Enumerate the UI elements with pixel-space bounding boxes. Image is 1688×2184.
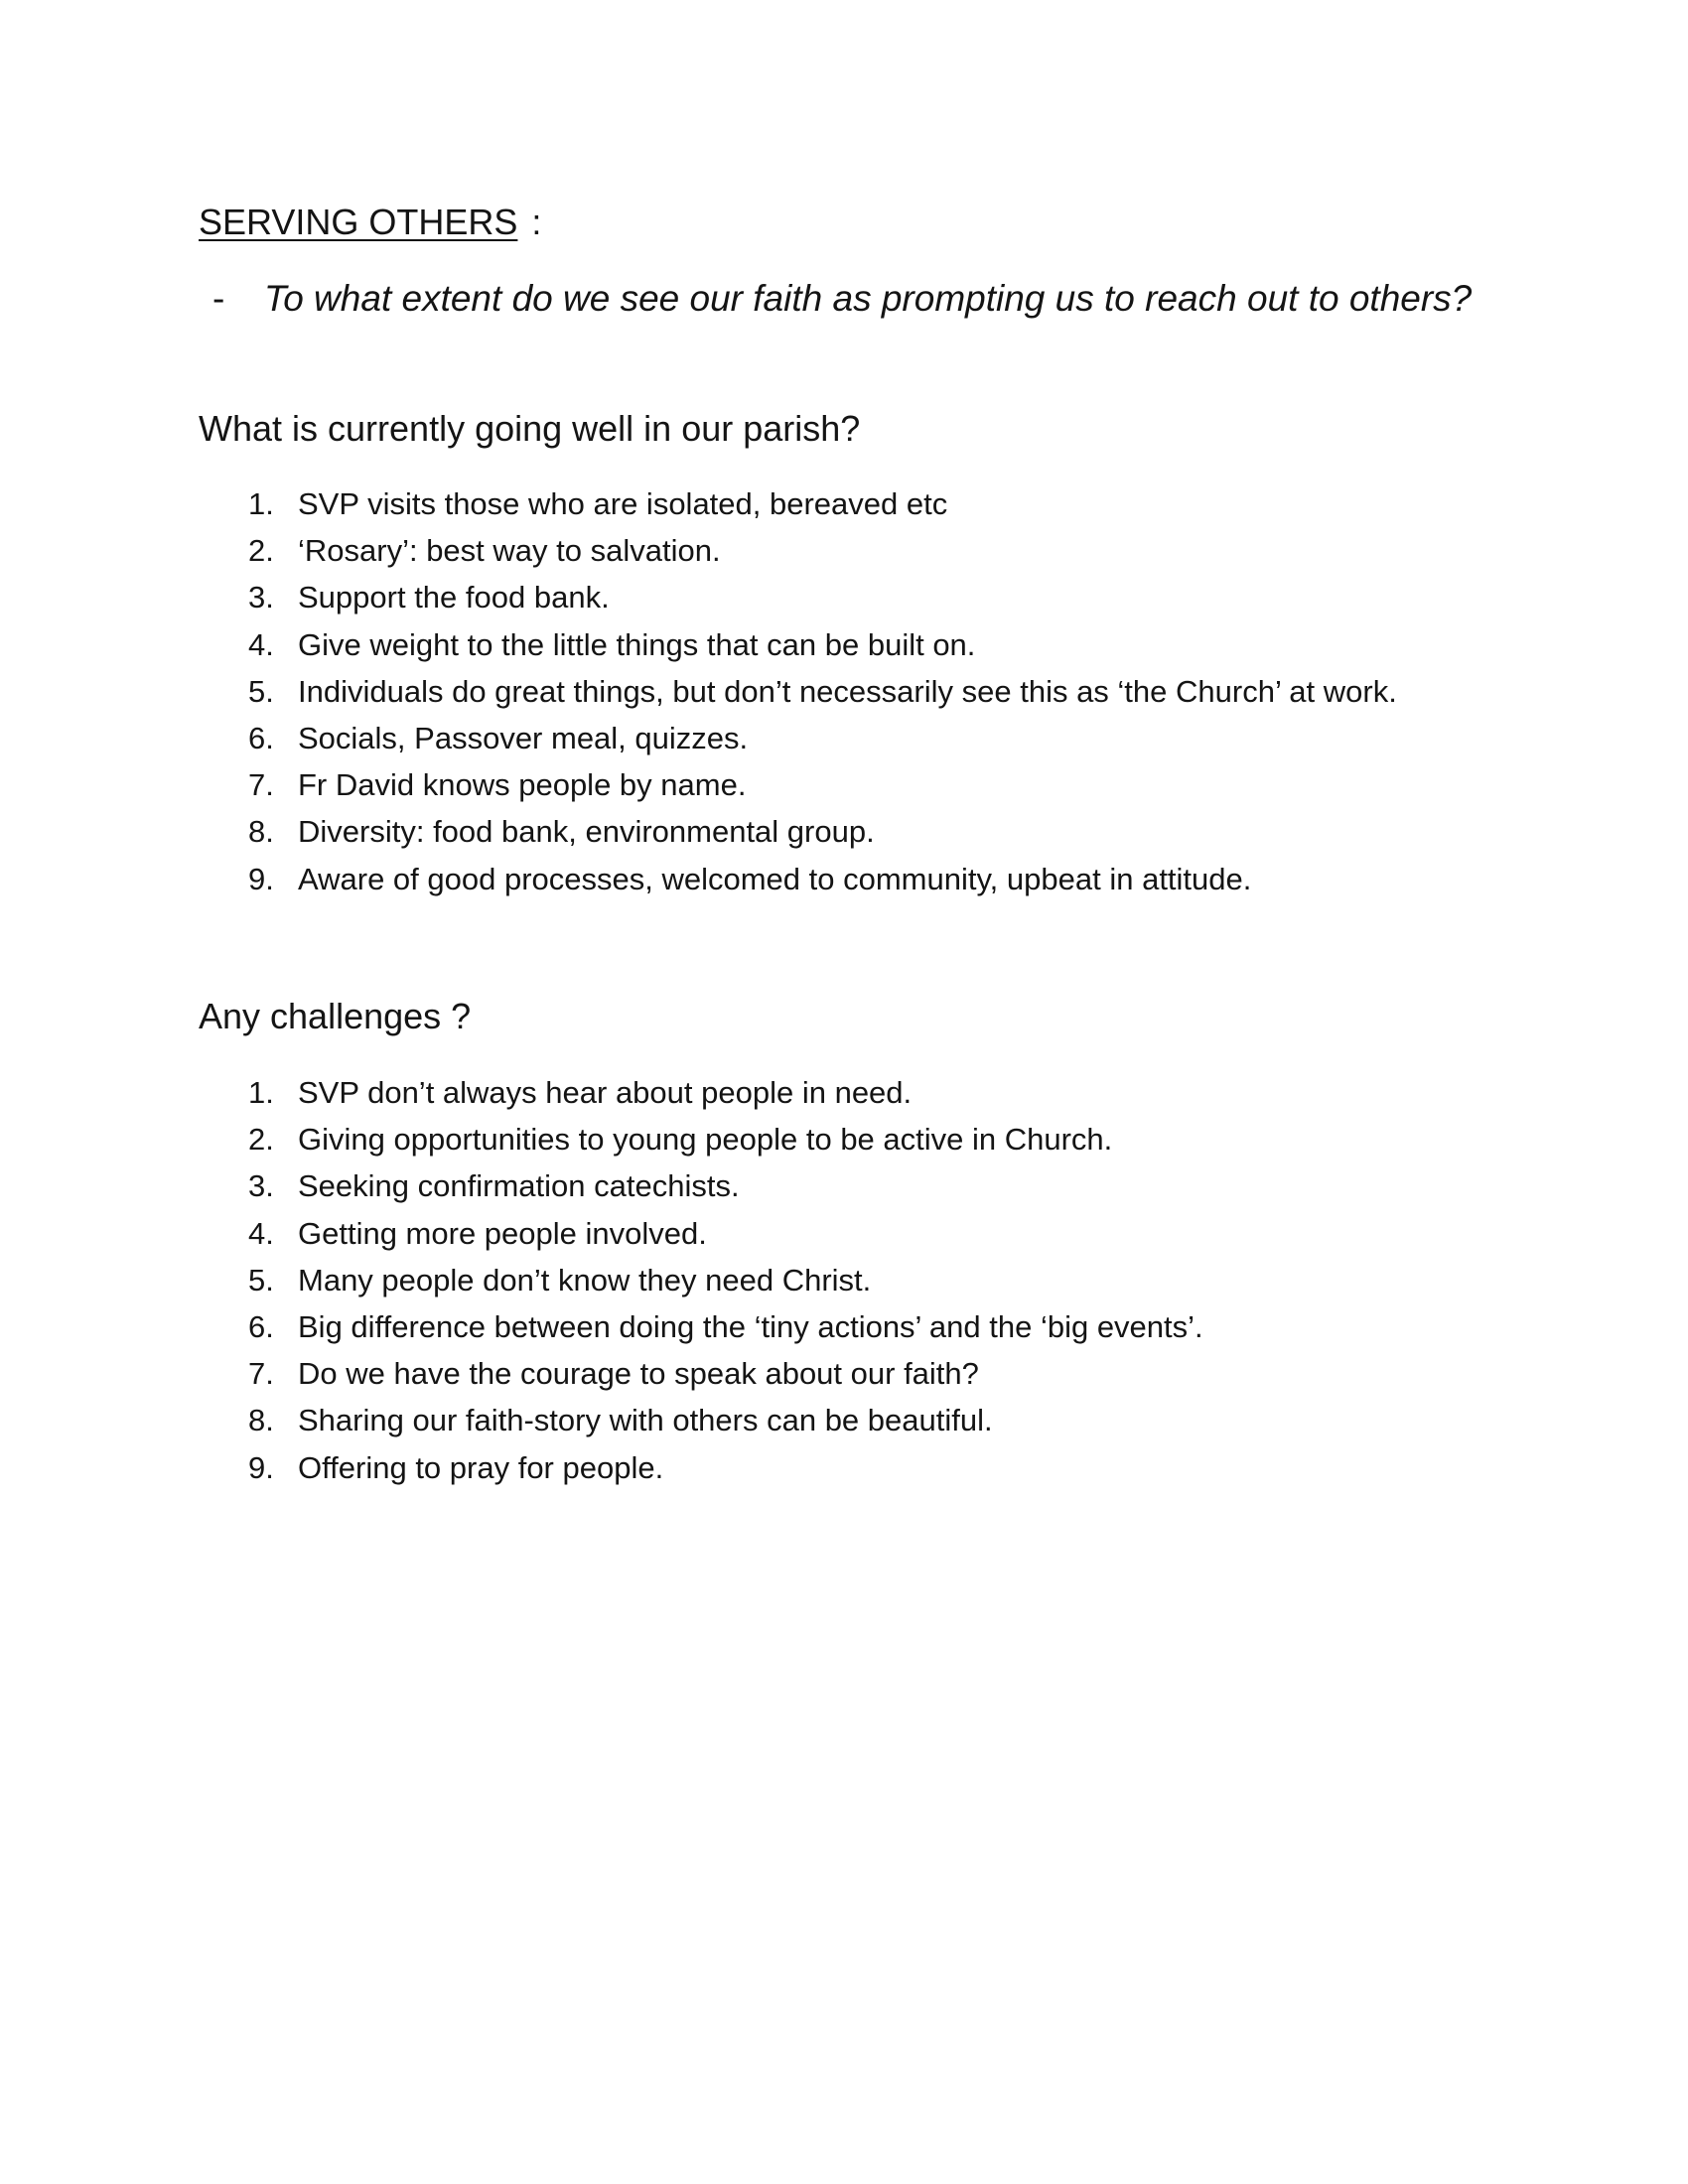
question-bullet: - — [212, 278, 225, 319]
list-item — [199, 574, 1397, 620]
list-item — [199, 715, 1397, 761]
item-text: Giving opportunities to young people to be active in Church. — [298, 1122, 1113, 1158]
item-text: ‘Rosary’: best way to salvation. — [298, 533, 721, 569]
item-text: Do we have the courage to speak about our faith? — [298, 1356, 979, 1392]
section-heading — [199, 199, 541, 246]
heading-colon: : — [531, 202, 542, 242]
item-text: Getting more people involved. — [298, 1215, 707, 1251]
item-number: 7. — [248, 767, 274, 803]
list-item — [199, 1397, 1203, 1443]
item-text: Support the food bank. — [298, 580, 610, 615]
item-number: 2. — [248, 1122, 274, 1158]
item-number: 2. — [248, 533, 274, 569]
item-text: Big difference between doing the ‘tiny actions’ and the ‘big events’. — [298, 1308, 1203, 1344]
list-item — [199, 668, 1397, 715]
list-item — [199, 1444, 1203, 1491]
item-text: Socials, Passover meal, quizzes. — [298, 720, 749, 755]
item-text: Sharing our faith-story with others can be beautiful. — [298, 1403, 993, 1438]
list-item — [199, 1162, 1203, 1209]
item-number: 3. — [248, 580, 274, 615]
item-number: 7. — [248, 1356, 274, 1392]
challenges-title: Any challenges ? — [199, 996, 472, 1036]
item-number: 6. — [248, 720, 274, 755]
list-item — [199, 1210, 1203, 1257]
item-number: 9. — [248, 861, 274, 896]
item-text: Give weight to the little things that can be built on. — [298, 626, 976, 662]
item-number: 1. — [248, 1075, 274, 1110]
list-item — [199, 1116, 1203, 1162]
item-text: SVP visits those who are isolated, bereaved etc — [298, 486, 948, 521]
item-number: 4. — [248, 626, 274, 662]
item-number: 4. — [248, 1215, 274, 1251]
list-item — [199, 1350, 1203, 1397]
item-text: SVP don’t always hear about people in need. — [298, 1075, 913, 1110]
item-text: Many people don’t know they need Christ. — [298, 1262, 872, 1297]
question-text: To what extent do we see our faith as prompting us to reach out to others? — [264, 278, 1473, 319]
going-well-title: What is currently going well in our parish? — [199, 408, 861, 449]
challenges-list — [199, 1069, 1203, 1491]
guiding-question — [199, 274, 1472, 324]
list-item — [199, 527, 1397, 574]
list-item — [199, 808, 1397, 855]
item-text: Individuals do great things, but don’t necessarily see this as ‘the Church’ at work. — [298, 673, 1397, 709]
list-item — [199, 761, 1397, 808]
heading-title: SERVING OTHERS — [199, 202, 518, 242]
item-text: Diversity: food bank, environmental group. — [298, 814, 875, 850]
item-text: Offering to pray for people. — [298, 1449, 664, 1485]
item-number: 8. — [248, 1403, 274, 1438]
item-number: 5. — [248, 673, 274, 709]
going-well-list — [199, 480, 1397, 902]
list-item — [199, 480, 1397, 527]
list-item — [199, 1303, 1203, 1350]
item-number: 8. — [248, 814, 274, 850]
list-item — [199, 1257, 1203, 1303]
item-number: 9. — [248, 1449, 274, 1485]
list-item — [199, 621, 1397, 668]
list-item — [199, 856, 1397, 902]
list-item — [199, 1069, 1203, 1116]
item-number: 3. — [248, 1168, 274, 1204]
item-text: Fr David knows people by name. — [298, 767, 747, 803]
item-text: Aware of good processes, welcomed to community, upbeat in attitude. — [298, 861, 1252, 896]
item-number: 1. — [248, 486, 274, 521]
item-text: Seeking confirmation catechists. — [298, 1168, 740, 1204]
item-number: 6. — [248, 1308, 274, 1344]
item-number: 5. — [248, 1262, 274, 1297]
